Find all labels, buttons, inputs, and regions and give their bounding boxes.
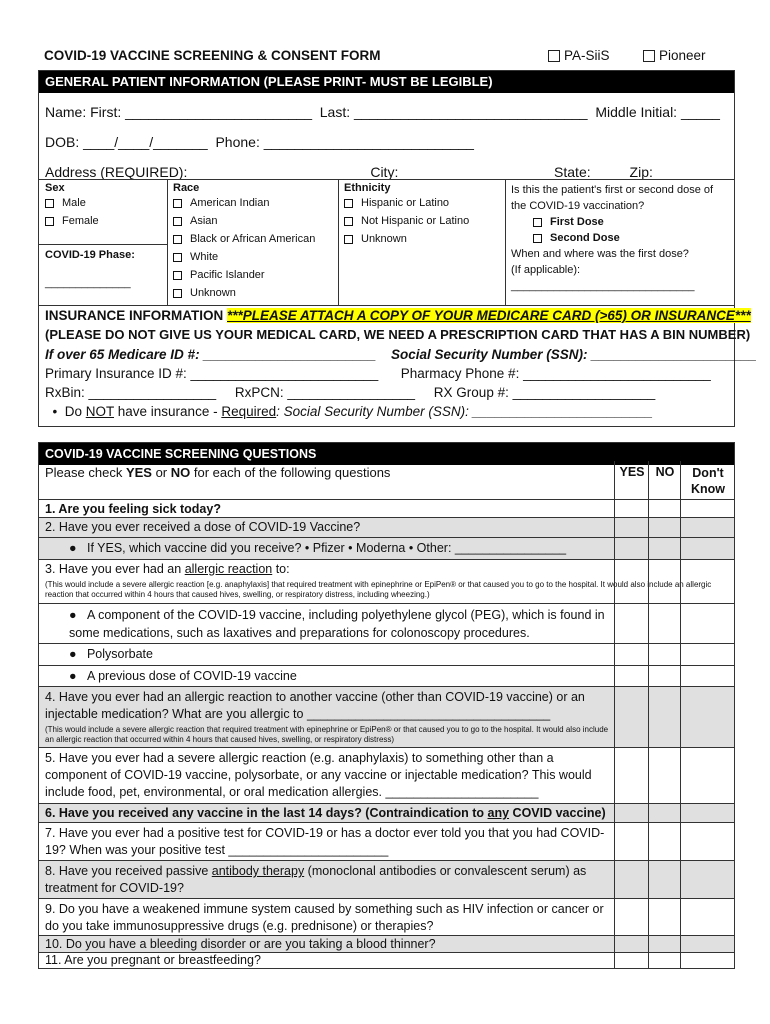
pa-siis-checkbox[interactable] xyxy=(548,50,560,62)
race-label: Race xyxy=(173,182,200,194)
question-3-note: (This would include a severe allergic reaction [e.g. anaphylaxis] that required treatment with epinephrine or EpiPen® or that caused you to go to the hospital. It would also include an allergic reaction that occurred within 4 hours that caused hives, swelling, or respiratory distress, including wheezing.) xyxy=(45,580,712,599)
question-row-3 xyxy=(39,559,734,603)
sex-option-female[interactable]: Female xyxy=(45,212,161,230)
question-row-2 xyxy=(39,517,734,537)
question-1: 1. Are you feeling sick today? xyxy=(45,502,221,516)
pioneer-checkbox[interactable] xyxy=(643,50,655,62)
dob-phone-field[interactable]: DOB: ____/____/_______ Phone: ___________________________ xyxy=(45,134,474,150)
rx-fields[interactable]: RxBin: _________________ RxPCN: _________________ RX Group #: ___________________ xyxy=(45,385,656,400)
question-row-10 xyxy=(39,935,734,952)
first-dose-question: When and where was the first dose? xyxy=(511,248,689,260)
question-row-7 xyxy=(39,822,734,860)
general-info-section xyxy=(38,70,735,306)
second-dose-option[interactable]: Second Dose xyxy=(511,230,728,246)
if-applicable-label: (If applicable): xyxy=(511,264,581,276)
checkbox-icon[interactable] xyxy=(344,235,353,244)
question-row-6 xyxy=(39,803,734,822)
question-row-9 xyxy=(39,898,734,935)
question-8: 8. Have you received passive antibody therapy (monoclonal antibodies or convalescent serum) as treatment for COVID-19? xyxy=(45,864,587,895)
screening-column-header xyxy=(39,461,734,499)
medicare-ssn-field[interactable]: If over 65 Medicare ID #: _______________________ Social Security Number (SSN): ______________________ xyxy=(45,347,757,362)
sex-column xyxy=(39,180,168,306)
ethnicity-label: Ethnicity xyxy=(344,182,391,194)
race-option[interactable]: Asian xyxy=(173,212,332,230)
pioneer-option[interactable] xyxy=(643,48,706,63)
screening-section xyxy=(38,442,735,969)
question-4: 4. Have you ever had an allergic reaction to another vaccine (other than COVID-19 vaccine) or an injectable medication? What are you allergic to ___________________________________ xyxy=(45,690,585,721)
insurance-heading: INSURANCE INFORMATION ***PLEASE ATTACH A COPY OF YOUR MEDICARE CARD (>65) OR INSURANCE*** xyxy=(45,308,751,323)
question-7: 7. Have you ever had a positive test for COVID-19 or has a doctor ever told you that you had COVID-19? When was your positive test _______________________ xyxy=(45,826,605,857)
checkbox-icon[interactable] xyxy=(344,199,353,208)
checkbox-icon[interactable] xyxy=(173,271,182,280)
question-row-1 xyxy=(39,499,734,517)
ethnicity-option[interactable]: Unknown xyxy=(344,230,499,248)
question-row-8 xyxy=(39,860,734,898)
question-10: 10. Do you have a bleeding disorder or are you taking a blood thinner? xyxy=(45,937,436,951)
sex-option-male[interactable]: Male xyxy=(45,194,161,212)
yes-column-label: YES xyxy=(614,461,649,499)
checkbox-icon[interactable] xyxy=(45,217,54,226)
ethnicity-option[interactable]: Hispanic or Latino xyxy=(344,194,499,212)
question-3b: ● Polysorbate xyxy=(69,647,153,661)
question-5: 5. Have you ever had a severe allergic reaction (e.g. anaphylaxis) to something other than a component of COVID-19 vaccine, polysorbate, or any vaccine or injectable medication? This would include food, pet, environmental, or oral medication allergies. ______________________ xyxy=(45,751,592,799)
question-2: 2. Have you ever received a dose of COVID-19 Vaccine? xyxy=(45,520,361,534)
dose-column xyxy=(505,180,734,306)
checkbox-icon[interactable] xyxy=(173,235,182,244)
pa-siis-label: PA-SiiS xyxy=(564,48,610,63)
checkbox-icon[interactable] xyxy=(173,217,182,226)
insurance-section xyxy=(38,304,757,427)
question-4-note: (This would include a severe allergic reaction that required treatment with epinephrine or EpiPen® or that caused you to go to the hospital. It would also include an allergic reaction that occurred within 4 hours that caused hives, swelling, or respiratory distress) xyxy=(45,725,609,744)
question-9: 9. Do you have a weakened immune system caused by something such as HIV infection or cancer or do you take immunosuppressive drugs (e.g. prednisone) or therapies? xyxy=(45,902,604,933)
general-info-header: GENERAL PATIENT INFORMATION (PLEASE PRINT- MUST BE LEGIBLE) xyxy=(39,71,734,93)
question-11: 11. Are you pregnant or breastfeeding? xyxy=(45,953,261,967)
screening-instruction: Please check YES or NO for each of the following questions xyxy=(45,465,391,480)
checkbox-icon[interactable] xyxy=(173,253,182,262)
race-option[interactable]: Pacific Islander xyxy=(173,266,332,284)
pioneer-label: Pioneer xyxy=(659,48,706,63)
checkbox-icon[interactable] xyxy=(533,218,542,227)
checkbox-icon[interactable] xyxy=(533,234,542,243)
pa-siis-option[interactable] xyxy=(548,48,610,63)
checkbox-icon[interactable] xyxy=(173,199,182,208)
dose-question: Is this the patient's first or second dose of the COVID-19 vaccination? xyxy=(511,184,714,212)
attach-card-notice: ***PLEASE ATTACH A COPY OF YOUR MEDICARE CARD (>65) OR INSURANCE*** xyxy=(227,308,751,323)
dont-know-column-divider xyxy=(680,461,681,968)
ethnicity-option[interactable]: Not Hispanic or Latino xyxy=(344,212,499,230)
question-3: 3. Have you ever had an allergic reaction to: xyxy=(45,562,290,576)
question-row-11 xyxy=(39,952,734,968)
first-dose-field[interactable]: ______________________________ xyxy=(511,280,695,292)
first-dose-option[interactable]: First Dose xyxy=(511,214,728,230)
ethnicity-column xyxy=(338,180,506,306)
form-title: COVID-19 VACCINE SCREENING & CONSENT FORM xyxy=(44,48,381,63)
question-2a: ● If YES, which vaccine did you receive? • Pfizer • Moderna • Other: ________________ xyxy=(69,541,567,555)
no-insurance-field[interactable]: • Do NOT have insurance - Required: Social Security Number (SSN): ________________________ xyxy=(45,404,653,419)
screening-header: COVID-19 VACCINE SCREENING QUESTIONS xyxy=(39,443,734,465)
yes-column-divider xyxy=(614,461,615,968)
race-option[interactable]: Unknown xyxy=(173,284,332,302)
question-row-2a xyxy=(39,537,734,559)
question-row-5 xyxy=(39,747,734,803)
checkbox-icon[interactable] xyxy=(344,217,353,226)
race-option[interactable]: American Indian xyxy=(173,194,332,212)
primary-insurance-field[interactable]: Primary Insurance ID #: _________________________ Pharmacy Phone #: _________________________ xyxy=(45,366,711,381)
phase-label: COVID-19 Phase: xyxy=(45,249,135,261)
checkbox-icon[interactable] xyxy=(173,289,182,298)
sex-label: Sex xyxy=(45,182,65,194)
question-row-3b xyxy=(39,643,734,665)
phase-field[interactable]: ______________ xyxy=(45,277,131,289)
question-3c: ● A previous dose of COVID-19 vaccine xyxy=(69,669,297,683)
question-6: 6. Have you received any vaccine in the last 14 days? (Contraindication to any COVID vaccine) xyxy=(45,806,606,820)
question-row-3a xyxy=(39,603,734,643)
question-3a: ● A component of the COVID-19 vaccine, including polyethylene glycol (PEG), which is found in some medications, such as laxatives and preparations for colonoscopy procedures. xyxy=(69,608,605,640)
race-option[interactable]: White xyxy=(173,248,332,266)
demographics-grid xyxy=(39,179,734,306)
checkbox-icon[interactable] xyxy=(45,199,54,208)
race-column xyxy=(167,180,339,306)
no-column-label: NO xyxy=(648,461,681,499)
insurance-note: (PLEASE DO NOT GIVE US YOUR MEDICAL CARD, WE NEED A PRESCRIPTION CARD THAT HAS A BIN NUMBER) xyxy=(45,327,751,342)
question-row-4 xyxy=(39,686,734,747)
race-option[interactable]: Black or African American xyxy=(173,230,332,248)
address-field[interactable]: Address (REQUIRED):_______________________ City: ___________________ State: ____ Zip: _______ xyxy=(45,164,712,180)
name-field[interactable]: Name: First: ________________________ Last: ______________________________ Middle Initial: _____ xyxy=(45,104,720,120)
no-column-divider xyxy=(648,461,649,968)
dont-know-column-label: Don't Know xyxy=(680,461,735,499)
question-row-3c xyxy=(39,665,734,686)
